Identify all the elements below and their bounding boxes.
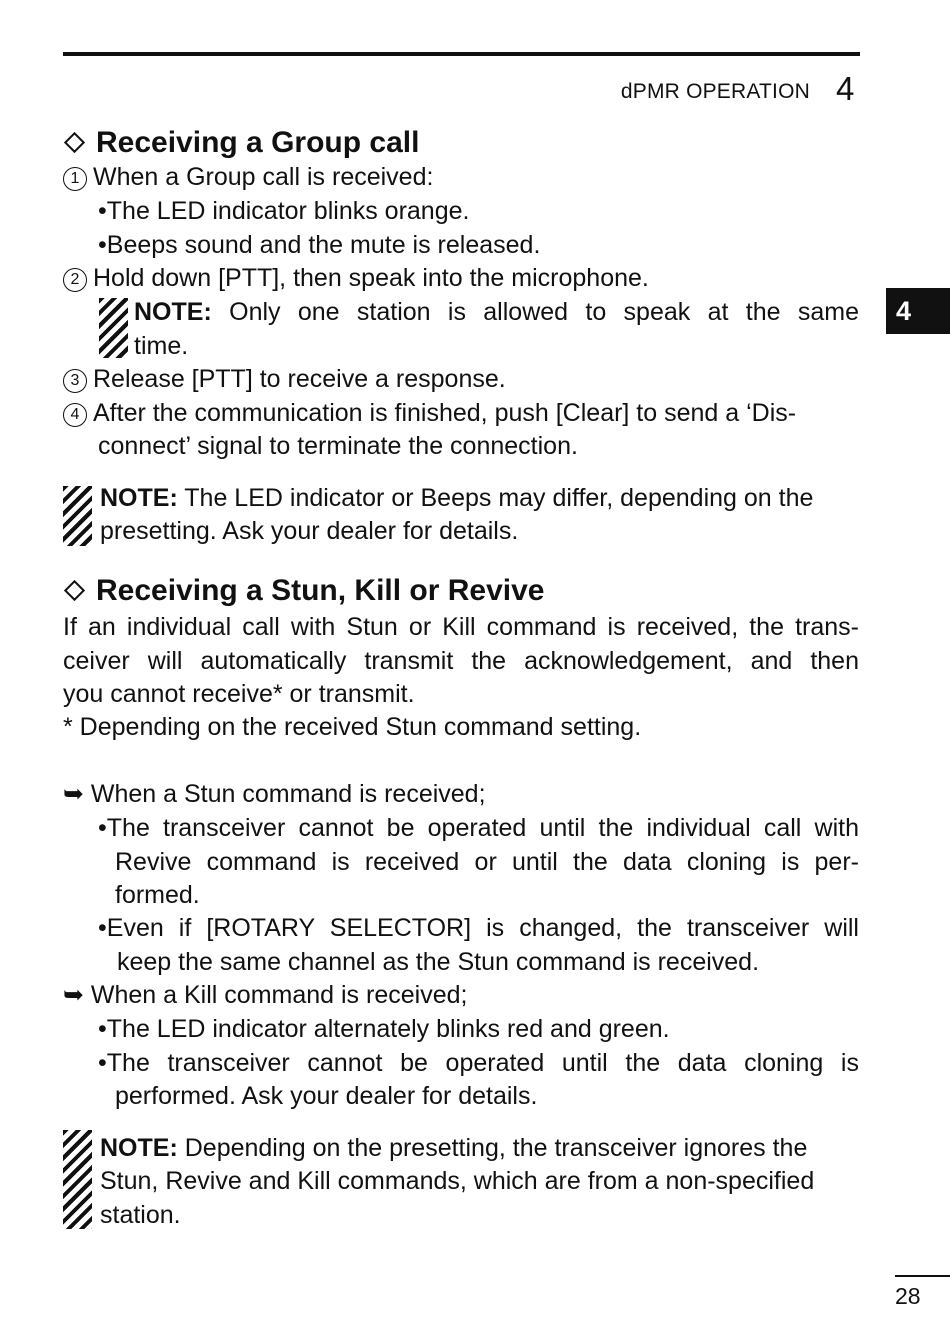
step-text: When a Group call is received: bbox=[93, 163, 434, 191]
footnote: * Depending on the received Stun command setting. bbox=[63, 713, 642, 741]
arrow-icon: ➥ bbox=[63, 780, 84, 808]
step-marker: 3 bbox=[63, 369, 87, 393]
bullet-item: •Beeps sound and the mute is released. bbox=[98, 231, 541, 259]
footer-rule bbox=[895, 1275, 950, 1277]
kill-title: ➥ When a Kill command is received; bbox=[63, 981, 468, 1009]
step-text: Release [PTT] to receive a response. bbox=[93, 365, 506, 393]
step-marker: 2 bbox=[63, 268, 87, 292]
note-hatch-icon bbox=[99, 298, 128, 358]
note-1: NOTE: The LED indicator or Beeps may differ, depending on the bbox=[100, 484, 814, 512]
paragraph-line: If an individual call with Stun or Kill command is received, the trans- bbox=[63, 613, 859, 641]
bullet-item: •The transceiver cannot be operated until the data cloning is bbox=[98, 1049, 859, 1077]
note-1-cont: presetting. Ask your dealer for details. bbox=[100, 517, 519, 545]
step-3 bbox=[63, 363, 506, 397]
step-2 bbox=[63, 262, 649, 296]
bullet-item: •Even if [ROTARY SELECTOR] is changed, the transceiver will bbox=[98, 914, 859, 942]
heading-text: Receiving a Group call bbox=[96, 126, 420, 159]
page-number: 28 bbox=[895, 1283, 921, 1309]
note-2-cont: station. bbox=[100, 1201, 181, 1229]
paragraph-line: ceiver will automatically transmit the acknowledgement, and then bbox=[63, 647, 859, 675]
note-inline: NOTE: Only one station is allowed to speak at the same bbox=[134, 298, 859, 326]
chapter-number: 4 bbox=[836, 70, 855, 107]
step-text: After the communication is finished, push [Clear] to send a ‘Dis- bbox=[93, 399, 797, 427]
step-4-cont: connect’ signal to terminate the connection. bbox=[98, 432, 578, 460]
note-2-cont: Stun, Revive and Kill commands, which are from a non-specified bbox=[100, 1167, 815, 1195]
step-marker: 1 bbox=[63, 167, 87, 191]
note-hatch-icon bbox=[63, 486, 92, 546]
section-title: dPMR OPERATION bbox=[620, 80, 810, 103]
section-heading-stun-kill bbox=[63, 574, 544, 608]
bullet-cont: Revive command is received or until the data cloning is per- bbox=[115, 848, 859, 876]
diamond-icon bbox=[64, 132, 85, 153]
bullet-cont: performed. Ask your dealer for details. bbox=[115, 1082, 538, 1110]
note-2: NOTE: Depending on the presetting, the transceiver ignores the bbox=[100, 1134, 808, 1162]
paragraph-line: you cannot receive* or transmit. bbox=[63, 680, 415, 708]
bullet-cont: formed. bbox=[115, 881, 200, 909]
step-marker: 4 bbox=[63, 403, 87, 427]
note-inline-cont: time. bbox=[134, 332, 189, 360]
section-heading-group-call bbox=[63, 126, 419, 160]
bullet-item: •The LED indicator alternately blinks red and green. bbox=[98, 1015, 670, 1043]
step-text: Hold down [PTT], then speak into the microphone. bbox=[93, 264, 649, 292]
step-1 bbox=[63, 161, 433, 195]
stun-title: ➥ When a Stun command is received; bbox=[63, 780, 486, 808]
bullet-item: •The transceiver cannot be operated until the individual call with bbox=[98, 814, 859, 842]
note-hatch-icon bbox=[63, 1130, 92, 1229]
heading-text: Receiving a Stun, Kill or Revive bbox=[96, 574, 545, 607]
bullet-item: •The LED indicator blinks orange. bbox=[98, 197, 470, 225]
bullet-cont: keep the same channel as the Stun command is received. bbox=[117, 948, 760, 976]
chapter-tab: 4 bbox=[886, 288, 950, 334]
arrow-icon: ➥ bbox=[63, 981, 84, 1009]
diamond-icon bbox=[64, 580, 85, 601]
step-4 bbox=[63, 397, 796, 431]
header-rule bbox=[63, 52, 860, 56]
